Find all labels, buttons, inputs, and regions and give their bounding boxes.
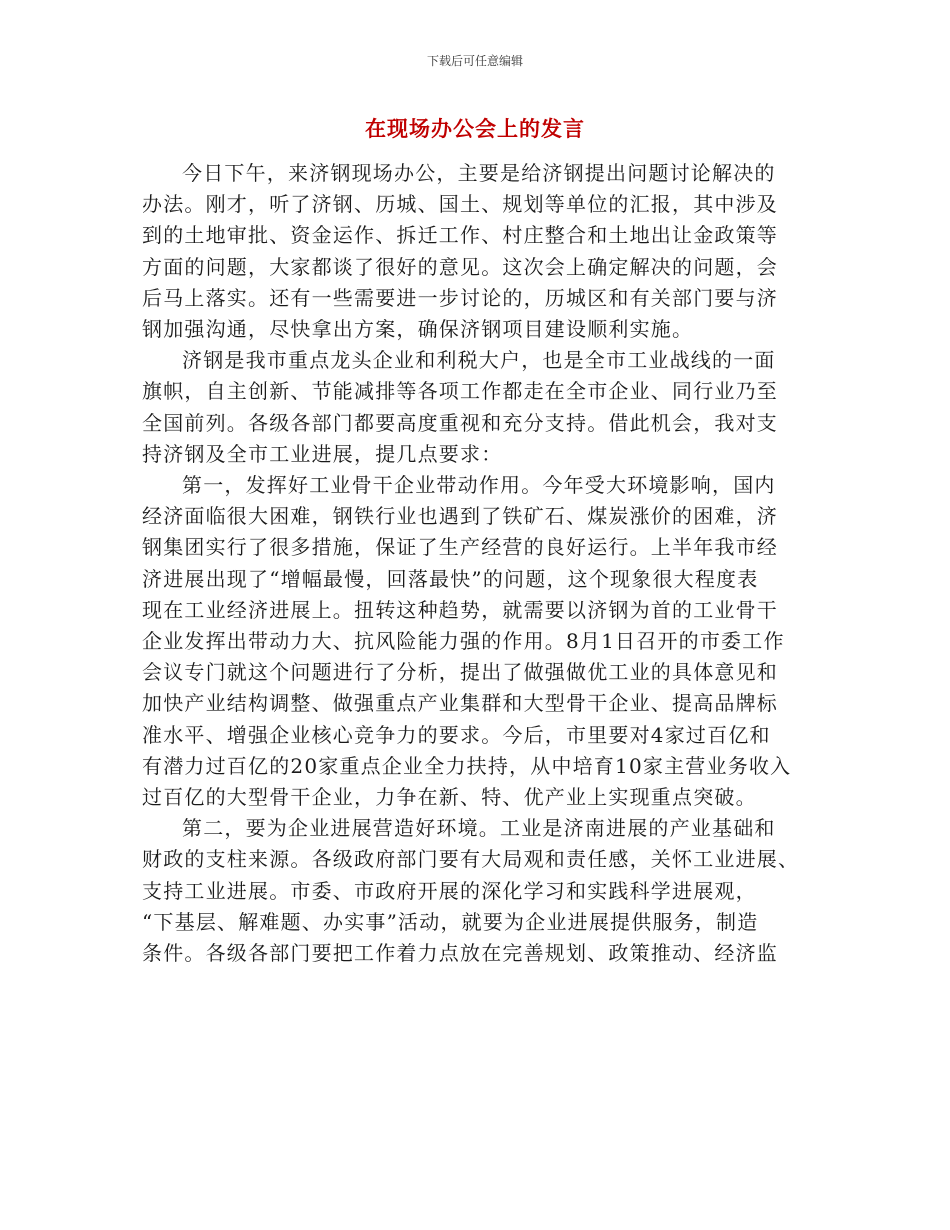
document-body — [142, 158, 810, 969]
paragraph-first-point: 第一，发挥好工业骨干企业带动作用。今年受大环境影响，国内 经济面临很大困难，钢铁行业也遇到了铁矿石、煤炭涨价的困难，济 钢集团实行了很多措施，保证了生产经营的良好运行。上半年我市经 济进展出现了“增幅最慢，回落最快”的问题，这个现象很大程度表 现在工业经济进展上。扭转这种趋势，就需要以济钢为首的工业骨干 企业发挥出带动力大、抗风险能力强的作用。8月1日召开的市委工作 会议专门就这个问题进行了分析，提出了做强做优工业的具体意见和 加快产业结构调整、做强重点产业集群和大型骨干企业、提高品牌标 准水平、增强企业核心竞争力的要求。今后，市里要对4家过百亿和 有潜力过百亿的20家重点企业全力扶持，从中培育10家主营业务收入 过百亿的大型骨干企业，力争在新、特、优产业上实现重点突破。 — [142, 473, 792, 810]
document-title: 在现场办公会上的发言 — [365, 117, 585, 141]
paragraph-intro: 今日下午，来济钢现场办公，主要是给济钢提出问题讨论解决的 办法。刚才，听了济钢、历城、国土、规划等单位的汇报，其中涉及 到的土地审批、资金运作、拆迁工作、村庄整合和土地出让金政策等 方面的问题，大家都谈了很好的意见。这次会上确定解决的问题，会 后马上落实。还有一些需要进一步讨论的，历城区和有关部门要与济 钢加强沟通，尽快拿出方案，确保济钢项目建设顺利实施。 — [142, 161, 778, 342]
page-header-note: 下载后可任意编辑 — [426, 54, 523, 68]
paragraph-jigang-importance: 济钢是我市重点龙头企业和利税大户，也是全市工业战线的一面 旗帜，自主创新、节能减排等各项工作都走在全市企业、同行业乃至 全国前列。各级各部门都要高度重视和充分支持。借此机会，我对支 持济钢及全市工业进展，提几点要求： — [142, 348, 778, 466]
paragraph-second-point: 第二，要为企业进展营造好环境。工业是济南进展的产业基础和 财政的支柱来源。各级政府部门要有大局观和责任感，关怀工业进展、 支持工业进展。市委、市政府开展的深化学习和实践科学进展观， “下基层、解难题、办实事”活动，就要为企业进展提供服务，制造 条件。各级各部门要把工作着力点放在完善规划、政策推动、经济监 — [142, 816, 800, 966]
